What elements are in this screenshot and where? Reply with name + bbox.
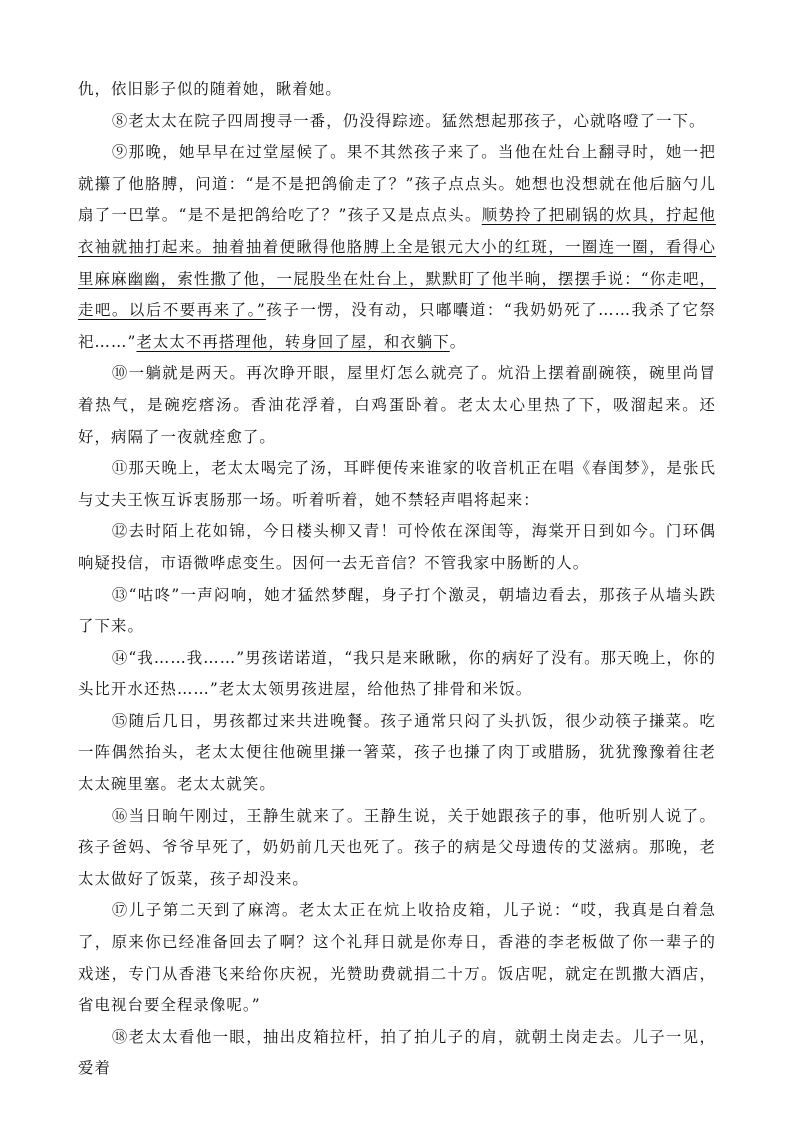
paragraph-text: ⑯当日晌午刚过，王静生就来了。王静生说，关于她跟孩子的事，他听别人说了。孩子爸妈、爷爷早死了，奶奶前几天也死了。孩子的病是父母遗传的艾滋病。那晚，老太太做好了饭菜，孩子却没来。: [78, 806, 716, 888]
paragraph-13: [78, 580, 716, 643]
paragraph-10: [78, 358, 716, 453]
paragraph-text: ⑨那晚，她早早在过堂屋候了。果不其然孩子来了。当他在灶台上翻寻时，她一把就攥了他胳膊，问道：“是不是把鸽偷走了？”孩子点点头。她想也没想就在他后脑勺儿扇了一巴掌。“是不是把鸽给吃了？”孩子又是点点头。: [78, 143, 716, 225]
underlined-passage-1: 顺势拎了把刷锅的炊具，拧起他衣袖就抽打起来。抽着抽着便瞅得他胳膊上全是银元大小的红斑，一圈连一圈，看得心里麻麻幽幽，索性撒了他，一屁股坐在灶台上，默默盯了他半晌，摆摆手说：“你走吧，走吧。以后不要再来了。”: [78, 206, 716, 320]
paragraph-14: [78, 643, 716, 706]
paragraph-15: [78, 706, 716, 801]
underlined-passage-2: 老太太不再搭理他，转身回了屋，和衣躺下: [136, 332, 450, 351]
paragraph-text: ⑪那天晚上，老太太喝完了汤，耳畔便传来谁家的收音机正在唱《春闺梦》，是张氏与丈夫王恢互诉衷肠那一场。听着听着，她不禁轻声唱将起来：: [78, 459, 716, 509]
paragraph-9: [78, 137, 716, 358]
paragraph-text: ⑭“我……我……”男孩诺诺道，“我只是来瞅瞅，你的病好了没有。那天晚上，你的头比开水还热……”老太太领男孩进屋，给他热了排骨和米饭。: [78, 648, 716, 699]
paragraph-text: ⑧老太太在院子四周搜寻一番，仍没得踪迹。猛然想起那孩子，心就咯噔了一下。: [111, 111, 706, 130]
paragraph-text: ⑩一躺就是两天。再次睁开眼，屋里灯怎么就亮了。炕沿上摆着副碗筷，碗里尚冒着热气，是碗疙瘩汤。香油花浮着，白鸡蛋卧着。老太太心里热了下，吸溜起来。还好，病隔了一夜就痊愈了。: [78, 364, 716, 446]
paragraph-12: [78, 516, 716, 579]
paragraph-16: [78, 801, 716, 896]
paragraph-text: ⑫去时陌上花如锦，今日楼头柳又青！可怜侬在深闺等，海棠开日到如今。门环偶响疑投信，市语微哗虑变生。因何一去无音信？不管我家中肠断的人。: [78, 522, 716, 572]
paragraph-8: [78, 106, 716, 138]
article-body: [78, 74, 716, 1085]
paragraph-text: 孩子一愣，没有动，只嘟囔道：“我奶奶死了……我杀了它祭祀……”: [78, 301, 716, 351]
paragraph-text: ⑬“咕咚”一声闷响，她才猛然梦醒，身子打个激灵，朝墙边看去，那孩子从墙头跌了下来。: [78, 585, 716, 636]
paragraph-17: [78, 895, 716, 1021]
paragraph-text: ⑰儿子第二天到了麻湾。老太太正在炕上收拾皮箱，儿子说：“哎，我真是白着急了，原来你已经准备回去了啊？这个礼拜日就是你寿日，香港的李老板做了你一辈子的戏迷，专门从香港飞来给你庆祝，光赞助费就捐二十万。饭店呢，就定在凯撒大酒店，省电视台要全程录像呢。”: [78, 901, 716, 1015]
paragraph-18: [78, 1022, 716, 1085]
paragraph-text: 。: [449, 332, 467, 351]
paragraph-text: 仇，依旧影子似的随着她，瞅着她。: [78, 80, 342, 98]
paragraph-11: [78, 453, 716, 516]
paragraph-continued: [78, 74, 716, 106]
paragraph-text: ⑮随后几日，男孩都过来共进晚餐。孩子通常只闷了头扒饭，很少动筷子搛菜。吃一阵偶然抬头，老太太便往他碗里搛一箸菜，孩子也搛了肉丁或腊肠，犹犹豫豫着往老太太碗里塞。老太太就笑。: [78, 711, 716, 794]
paragraph-text: ⑱老太太看他一眼，抽出皮箱拉杆，拍了拍儿子的肩，就朝土岗走去。儿子一见，爱着: [78, 1027, 716, 1078]
